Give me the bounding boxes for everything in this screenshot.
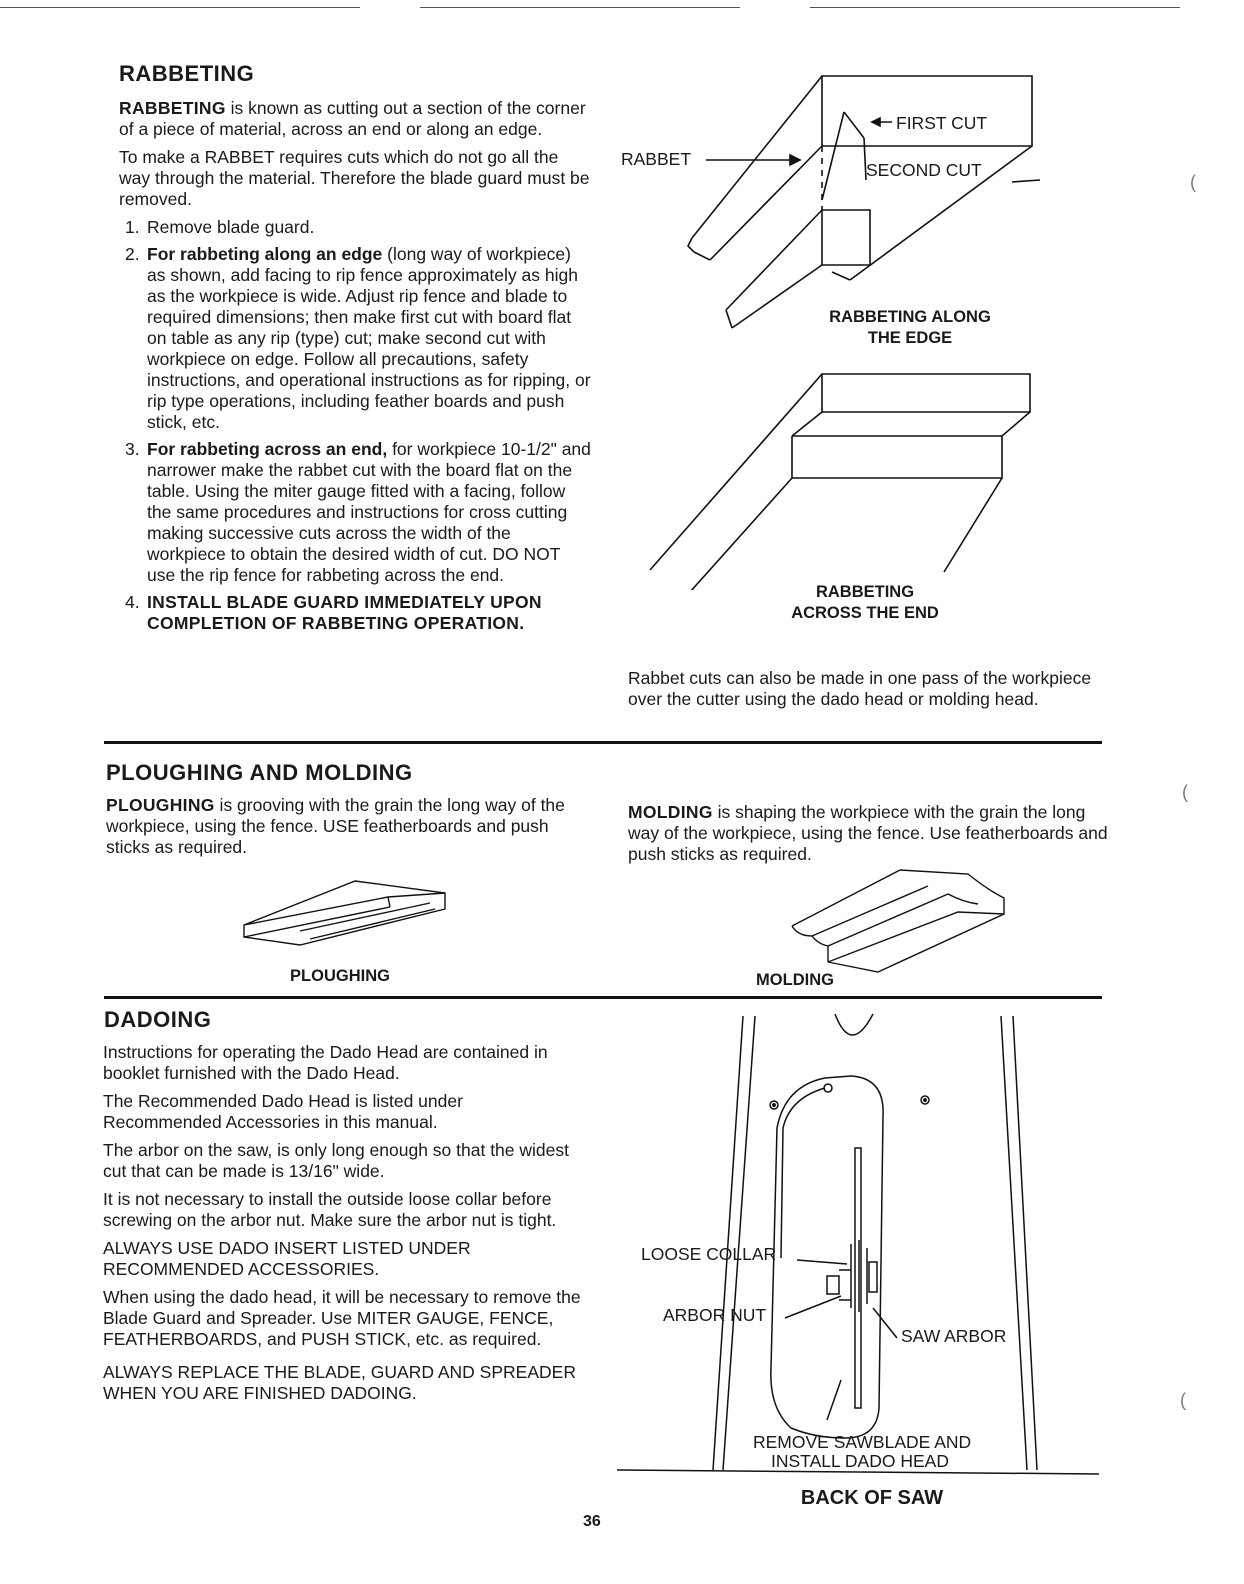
dadoing-paragraph: ALWAYS USE DADO INSERT LISTED UNDER RECOMMENDED ACCESSORIES. xyxy=(103,1238,471,1279)
label-first-cut: FIRST CUT xyxy=(896,113,988,133)
label-rabbet: RABBET xyxy=(621,149,692,169)
rabbeting-steps xyxy=(119,217,593,634)
top-edge-line xyxy=(810,7,1180,8)
ploughing-caption: PLOUGHING xyxy=(290,967,390,985)
step-item xyxy=(119,439,593,586)
page-number: 36 xyxy=(583,1513,601,1530)
label-second-cut: SECOND CUT xyxy=(866,160,982,180)
ploughing-molding-heading: PLOUGHING AND MOLDING xyxy=(106,760,413,785)
rabbeting-end-caption xyxy=(740,582,990,624)
molding-caption: MOLDING xyxy=(756,971,834,989)
rabbeting-edge-caption xyxy=(780,307,1040,349)
step-text: INSTALL BLADE GUARD IMMEDIATELY UPON COMPLETION OF RABBETING OPERATION. xyxy=(147,592,542,633)
step-lead: For rabbeting along an edge xyxy=(147,244,383,264)
dadoing-paragraph: When using the dado head, it will be necessary to remove the Blade Guard and Spreader. Use MITER GAUGE, FENCE, FEATHERBOARDS, and PUSH STICK, etc. as required. xyxy=(103,1287,581,1349)
molding-text xyxy=(628,802,1108,865)
rabbeting-heading: RABBETING xyxy=(119,61,255,86)
step-lead: For rabbeting across an end, xyxy=(147,439,388,459)
dadoing-body xyxy=(103,1042,581,1411)
top-edge-line xyxy=(0,7,360,8)
board-end-face xyxy=(822,76,1032,146)
molding-figure xyxy=(788,864,1008,974)
ploughing-figure xyxy=(240,875,450,955)
step-text: for workpiece 10-1/2" and narrower make the rabbet cut with the board flat on the table. Using the miter gauge fitted with a facing, follow the same procedures and instructions for cross cutting making successive cuts across the width of the workpiece to obtain the desired width of cut. DO NOT use the rip fence for rabbeting across the end. xyxy=(147,439,591,585)
step-text: (long way of workpiece) as shown, add facing to rip fence approximately as high as the workpiece is wide. Adjust rip fence and blade to required dimensions; then make first cut with board flat on table as any rip (type) cut; make second cut with workpiece on edge. Follow all precautions, safety instructions, and operational instructions as for ripping, or rip type operations, including feather boards and push stick, etc. xyxy=(147,244,591,432)
rabbeting-paragraph: To make a RABBET requires cuts which do not go all the way through the material. Therefore the blade guard must be removed. xyxy=(119,147,590,209)
rabbeting-end-figure xyxy=(640,360,1040,590)
caption-line: RABBETING ALONG xyxy=(829,308,991,326)
top-edge-line xyxy=(420,7,740,8)
step-item xyxy=(119,217,593,238)
step-item xyxy=(119,592,593,634)
label-install-dado: INSTALL DADO HEAD xyxy=(771,1451,949,1471)
rabbeting-intro-lead: RABBETING xyxy=(119,98,226,118)
section-divider xyxy=(104,996,1102,999)
step-number: 1. xyxy=(125,217,140,237)
caption-line: RABBETING xyxy=(815,583,915,601)
rabbet-note: Rabbet cuts can also be made in one pass of the workpiece over the cutter using the dado head or molding head. xyxy=(628,668,1092,709)
back-of-saw-figure xyxy=(615,1008,1105,1488)
label-loose-collar: LOOSE COLLAR xyxy=(641,1244,777,1264)
step-number: 2. xyxy=(125,244,140,264)
ploughing-rest: is grooving with the grain the long way of the workpiece, using the fence. USE featherboards and push sticks as required. xyxy=(106,795,565,857)
back-of-saw-caption: BACK OF SAW xyxy=(800,1487,944,1509)
dadoing-paragraph: Instructions for operating the Dado Head are contained in booklet furnished with the Dado Head. xyxy=(103,1042,548,1083)
molding-lead: MOLDING xyxy=(628,802,713,822)
ploughing-lead: PLOUGHING xyxy=(106,795,215,815)
dadoing-heading: DADOING xyxy=(104,1007,212,1032)
section-divider xyxy=(104,741,1102,744)
margin-mark: ( xyxy=(1180,1390,1186,1410)
rabbet-step-face xyxy=(822,210,870,265)
step-number: 3. xyxy=(125,439,140,459)
dadoing-paragraph: The arbor on the saw, is only long enough so that the widest cut that can be made is 13/16" wide. xyxy=(103,1140,569,1181)
dadoing-paragraph: The Recommended Dado Head is listed under Recommended Accessories in this manual. xyxy=(103,1091,463,1132)
margin-mark: ( xyxy=(1182,782,1188,802)
ploughing-text xyxy=(106,795,584,858)
caption-line: ACROSS THE END xyxy=(791,604,939,622)
caption-line: THE EDGE xyxy=(867,329,953,347)
step-number: 4. xyxy=(125,592,140,612)
dadoing-paragraph: ALWAYS REPLACE THE BLADE, GUARD AND SPREADER WHEN YOU ARE FINISHED DADOING. xyxy=(103,1362,576,1403)
dadoing-paragraph: It is not necessary to install the outside loose collar before screwing on the arbor nut. Make sure the arbor nut is tight. xyxy=(103,1189,557,1230)
label-arbor-nut: ARBOR NUT xyxy=(663,1305,767,1325)
rabbeting-intro xyxy=(119,98,593,140)
rabbeting-body xyxy=(119,98,593,640)
rabbeting-intro-text: is known as cutting out a section of the corner of a piece of material, across an end or along an edge. xyxy=(119,98,586,139)
margin-mark: ( xyxy=(1190,172,1196,192)
board-top-edge xyxy=(692,76,822,238)
label-saw-arbor: SAW ARBOR xyxy=(901,1326,1007,1346)
step-text: Remove blade guard. xyxy=(147,217,315,237)
label-remove-sawblade: REMOVE SAWBLADE AND xyxy=(753,1432,972,1452)
molding-rest: is shaping the workpiece with the grain the long way of the workpiece, using the fence. Use featherboards and push sticks as required. xyxy=(628,802,1108,864)
step-item xyxy=(119,244,593,433)
